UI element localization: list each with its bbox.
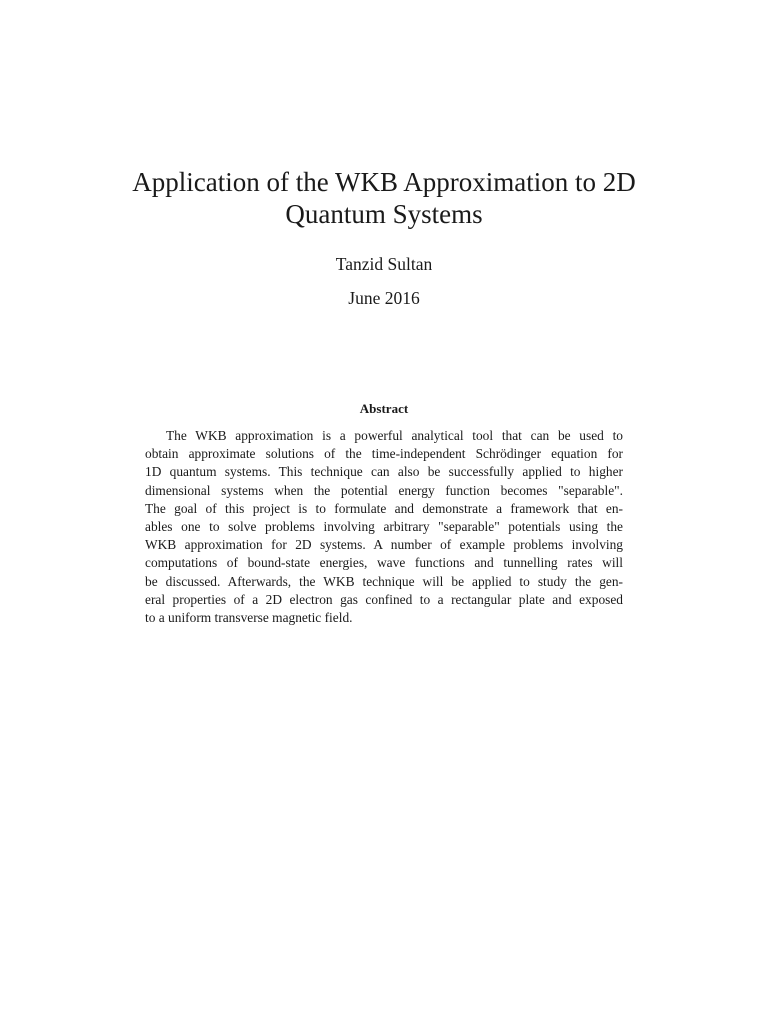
abstract-body [145,427,623,627]
abstract-line: WKB approximation for 2D systems. A number of example problems involving [145,537,623,553]
paper-author: Tanzid Sultan [335,254,433,274]
abstract-line: to a uniform transverse magnetic field. [145,610,353,626]
abstract-line: computations of bound-state energies, wave functions and tunnelling rates will [145,555,623,571]
abstract-line: eral properties of a 2D electron gas confined to a rectangular plate and exposed [145,591,623,607]
paper-title-line: Quantum Systems [285,199,483,229]
abstract-line: obtain approximate solutions of the time-independent Schrödinger equation for [145,446,623,462]
abstract-line: 1D quantum systems. This technique can also be successfully applied to higher [145,464,623,480]
abstract-line: The goal of this project is to formulate and demonstrate a framework that en- [145,500,623,516]
paper-title-line: Application of the WKB Approximation to 2D [132,167,636,197]
abstract-heading: Abstract [359,401,409,416]
abstract-line: be discussed. Afterwards, the WKB technique will be applied to study the gen- [145,573,623,589]
abstract-line: ables one to solve problems involving arbitrary "separable" potentials using the [145,519,623,535]
abstract-line: The WKB approximation is a powerful analytical tool that can be used to [166,428,623,443]
paper-title [0,166,768,230]
abstract-line: dimensional systems when the potential energy function becomes "separable". [145,482,623,498]
paper-date: June 2016 [348,288,420,308]
